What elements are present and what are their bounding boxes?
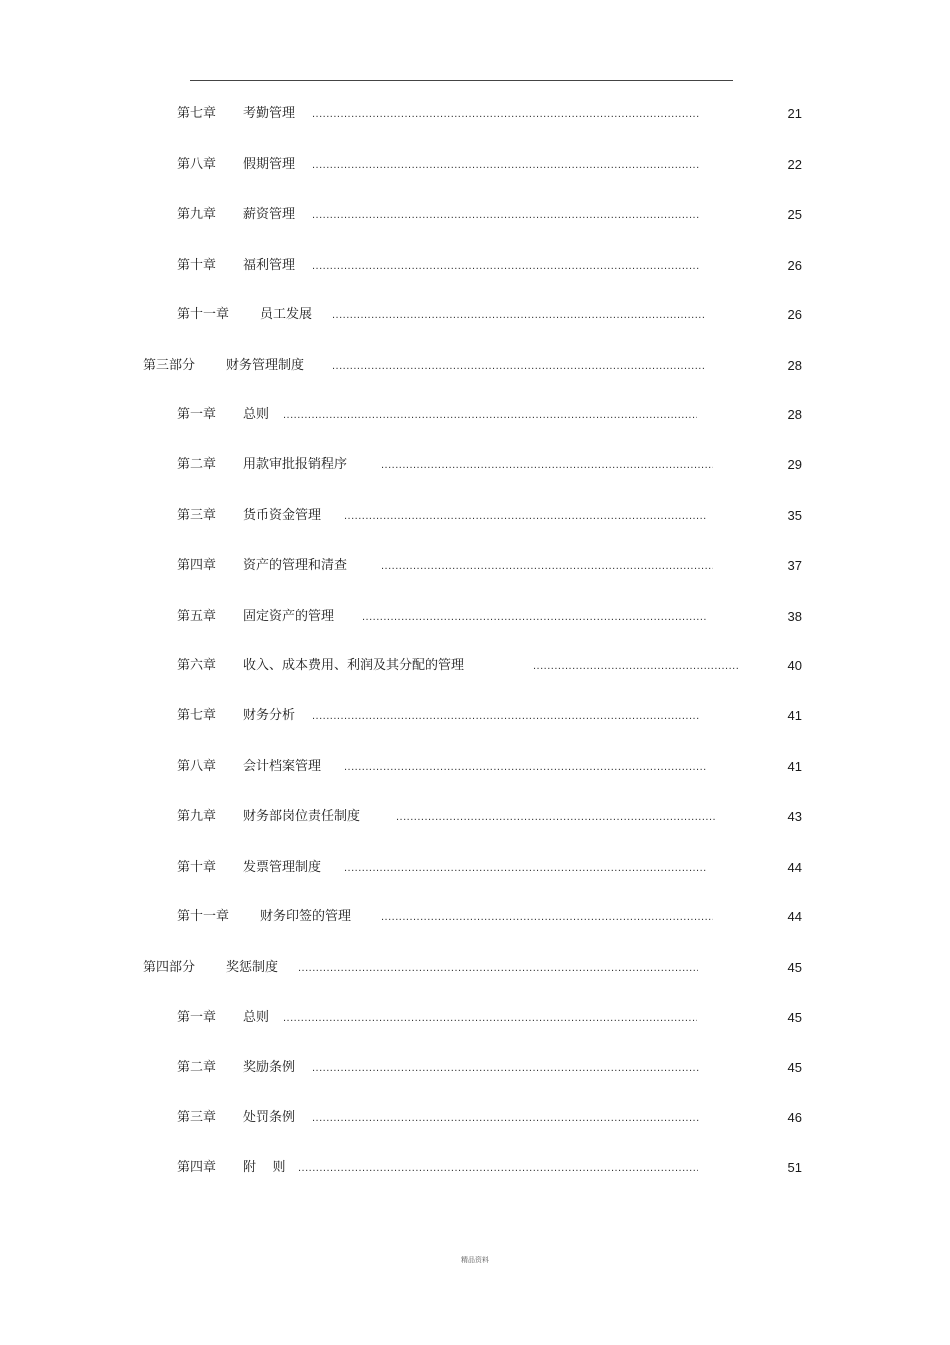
toc-label: 第十章	[177, 860, 217, 875]
toc-label: 第一章	[177, 407, 217, 422]
toc-title: 财务分析	[243, 708, 296, 723]
toc-page-number: 41	[787, 708, 802, 723]
toc-page-number: 45	[787, 1060, 802, 1075]
toc-label: 第十一章	[177, 909, 230, 924]
toc-label: 第三部分	[143, 358, 196, 373]
toc-title: 奖惩制度	[226, 960, 279, 975]
toc-title: 收入、成本费用、利润及其分配的管理	[243, 658, 465, 673]
toc-row[interactable]	[0, 1157, 950, 1179]
toc-title: 总则	[243, 407, 270, 422]
toc-title: 会计档案管理	[243, 759, 322, 774]
toc-page-number: 51	[787, 1160, 802, 1175]
toc-label: 第二章	[177, 457, 217, 472]
toc-row[interactable]	[0, 756, 950, 778]
toc-leader-dots	[381, 906, 713, 928]
toc-leader-dots	[381, 454, 713, 476]
toc-page-number: 44	[787, 909, 802, 924]
toc-label: 第十章	[177, 258, 217, 273]
toc-label: 第六章	[177, 658, 217, 673]
toc-row[interactable]	[0, 505, 950, 527]
page-footer: 精品资料	[461, 1256, 489, 1264]
toc-page-number: 25	[787, 207, 802, 222]
toc-title: 财务部岗位责任制度	[243, 809, 361, 824]
toc-row[interactable]	[0, 906, 950, 928]
toc-leader-dots	[312, 1107, 700, 1129]
toc-label: 第九章	[177, 207, 217, 222]
toc-leader-dots	[344, 756, 706, 778]
toc-row[interactable]	[0, 154, 950, 176]
toc-title: 用款审批报销程序	[243, 457, 348, 472]
toc-title: 发票管理制度	[243, 860, 322, 875]
toc-row[interactable]	[0, 1057, 950, 1079]
toc-page-number: 38	[787, 609, 802, 624]
toc-row[interactable]	[0, 606, 950, 628]
toc-leader-dots	[312, 103, 700, 125]
toc-label: 第九章	[177, 809, 217, 824]
toc-label: 第七章	[177, 708, 217, 723]
toc-leader-dots	[312, 204, 700, 226]
toc-row[interactable]	[0, 655, 950, 677]
toc-row[interactable]	[0, 404, 950, 426]
toc-label: 第四章	[177, 558, 217, 573]
toc-title: 处罚条例	[243, 1110, 296, 1125]
toc-page-number: 43	[787, 809, 802, 824]
toc-page-number: 45	[787, 960, 802, 975]
toc-title: 福利管理	[243, 258, 296, 273]
toc-row[interactable]	[0, 204, 950, 226]
toc-leader-dots	[298, 1157, 698, 1179]
toc-leader-dots	[312, 154, 700, 176]
toc-label: 第十一章	[177, 307, 230, 322]
toc-row[interactable]	[0, 454, 950, 476]
toc-leader-dots	[396, 806, 716, 828]
toc-page-number: 41	[787, 759, 802, 774]
toc-page-number: 26	[787, 258, 802, 273]
toc-row[interactable]	[0, 1107, 950, 1129]
toc-title: 附 则	[243, 1160, 286, 1175]
toc-page-number: 21	[787, 106, 802, 121]
toc-leader-dots	[298, 957, 698, 979]
toc-row[interactable]	[0, 304, 950, 326]
toc-title: 员工发展	[260, 307, 313, 322]
toc-title: 总则	[243, 1010, 270, 1025]
toc-label: 第七章	[177, 106, 217, 121]
toc-page-number: 29	[787, 457, 802, 472]
toc-page-number: 28	[787, 358, 802, 373]
toc-page-number: 45	[787, 1010, 802, 1025]
toc-page-number: 28	[787, 407, 802, 422]
toc-label: 第八章	[177, 759, 217, 774]
toc-leader-dots	[362, 606, 708, 628]
toc-leader-dots	[533, 655, 740, 677]
toc-leader-dots	[332, 355, 705, 377]
toc-row[interactable]	[0, 555, 950, 577]
toc-leader-dots	[344, 505, 706, 527]
toc-page-number: 40	[787, 658, 802, 673]
toc-page-number: 35	[787, 508, 802, 523]
toc-title: 货币资金管理	[243, 508, 322, 523]
toc-page-number: 37	[787, 558, 802, 573]
toc-title: 固定资产的管理	[243, 609, 335, 624]
toc-label: 第二章	[177, 1060, 217, 1075]
toc-title: 资产的管理和清查	[243, 558, 348, 573]
toc-row[interactable]	[0, 1007, 950, 1029]
toc-title: 考勤管理	[243, 106, 296, 121]
toc-leader-dots	[312, 1057, 700, 1079]
toc-label: 第八章	[177, 157, 217, 172]
toc-label: 第三章	[177, 1110, 217, 1125]
toc-label: 第五章	[177, 609, 217, 624]
toc-page-number: 46	[787, 1110, 802, 1125]
toc-part-row[interactable]	[0, 355, 950, 377]
toc-row[interactable]	[0, 806, 950, 828]
toc-title: 财务管理制度	[226, 358, 305, 373]
toc-row[interactable]	[0, 255, 950, 277]
toc-leader-dots	[312, 705, 700, 727]
header-rule	[190, 80, 733, 81]
toc-title: 薪资管理	[243, 207, 296, 222]
toc-title: 假期管理	[243, 157, 296, 172]
toc-page-number: 22	[787, 157, 802, 172]
toc-label: 第四章	[177, 1160, 217, 1175]
toc-leader-dots	[283, 1007, 697, 1029]
toc-leader-dots	[381, 555, 713, 577]
toc-row[interactable]	[0, 103, 950, 125]
toc-label: 第四部分	[143, 960, 196, 975]
toc-label: 第一章	[177, 1010, 217, 1025]
toc-page-number: 26	[787, 307, 802, 322]
toc-leader-dots	[332, 304, 705, 326]
toc-title: 财务印签的管理	[260, 909, 352, 924]
toc-part-row[interactable]	[0, 957, 950, 979]
toc-leader-dots	[312, 255, 700, 277]
toc-row[interactable]	[0, 705, 950, 727]
toc-label: 第三章	[177, 508, 217, 523]
toc-page-number: 44	[787, 860, 802, 875]
toc-leader-dots	[283, 404, 697, 426]
toc-row[interactable]	[0, 857, 950, 879]
toc-leader-dots	[344, 857, 706, 879]
toc-title: 奖励条例	[243, 1060, 296, 1075]
